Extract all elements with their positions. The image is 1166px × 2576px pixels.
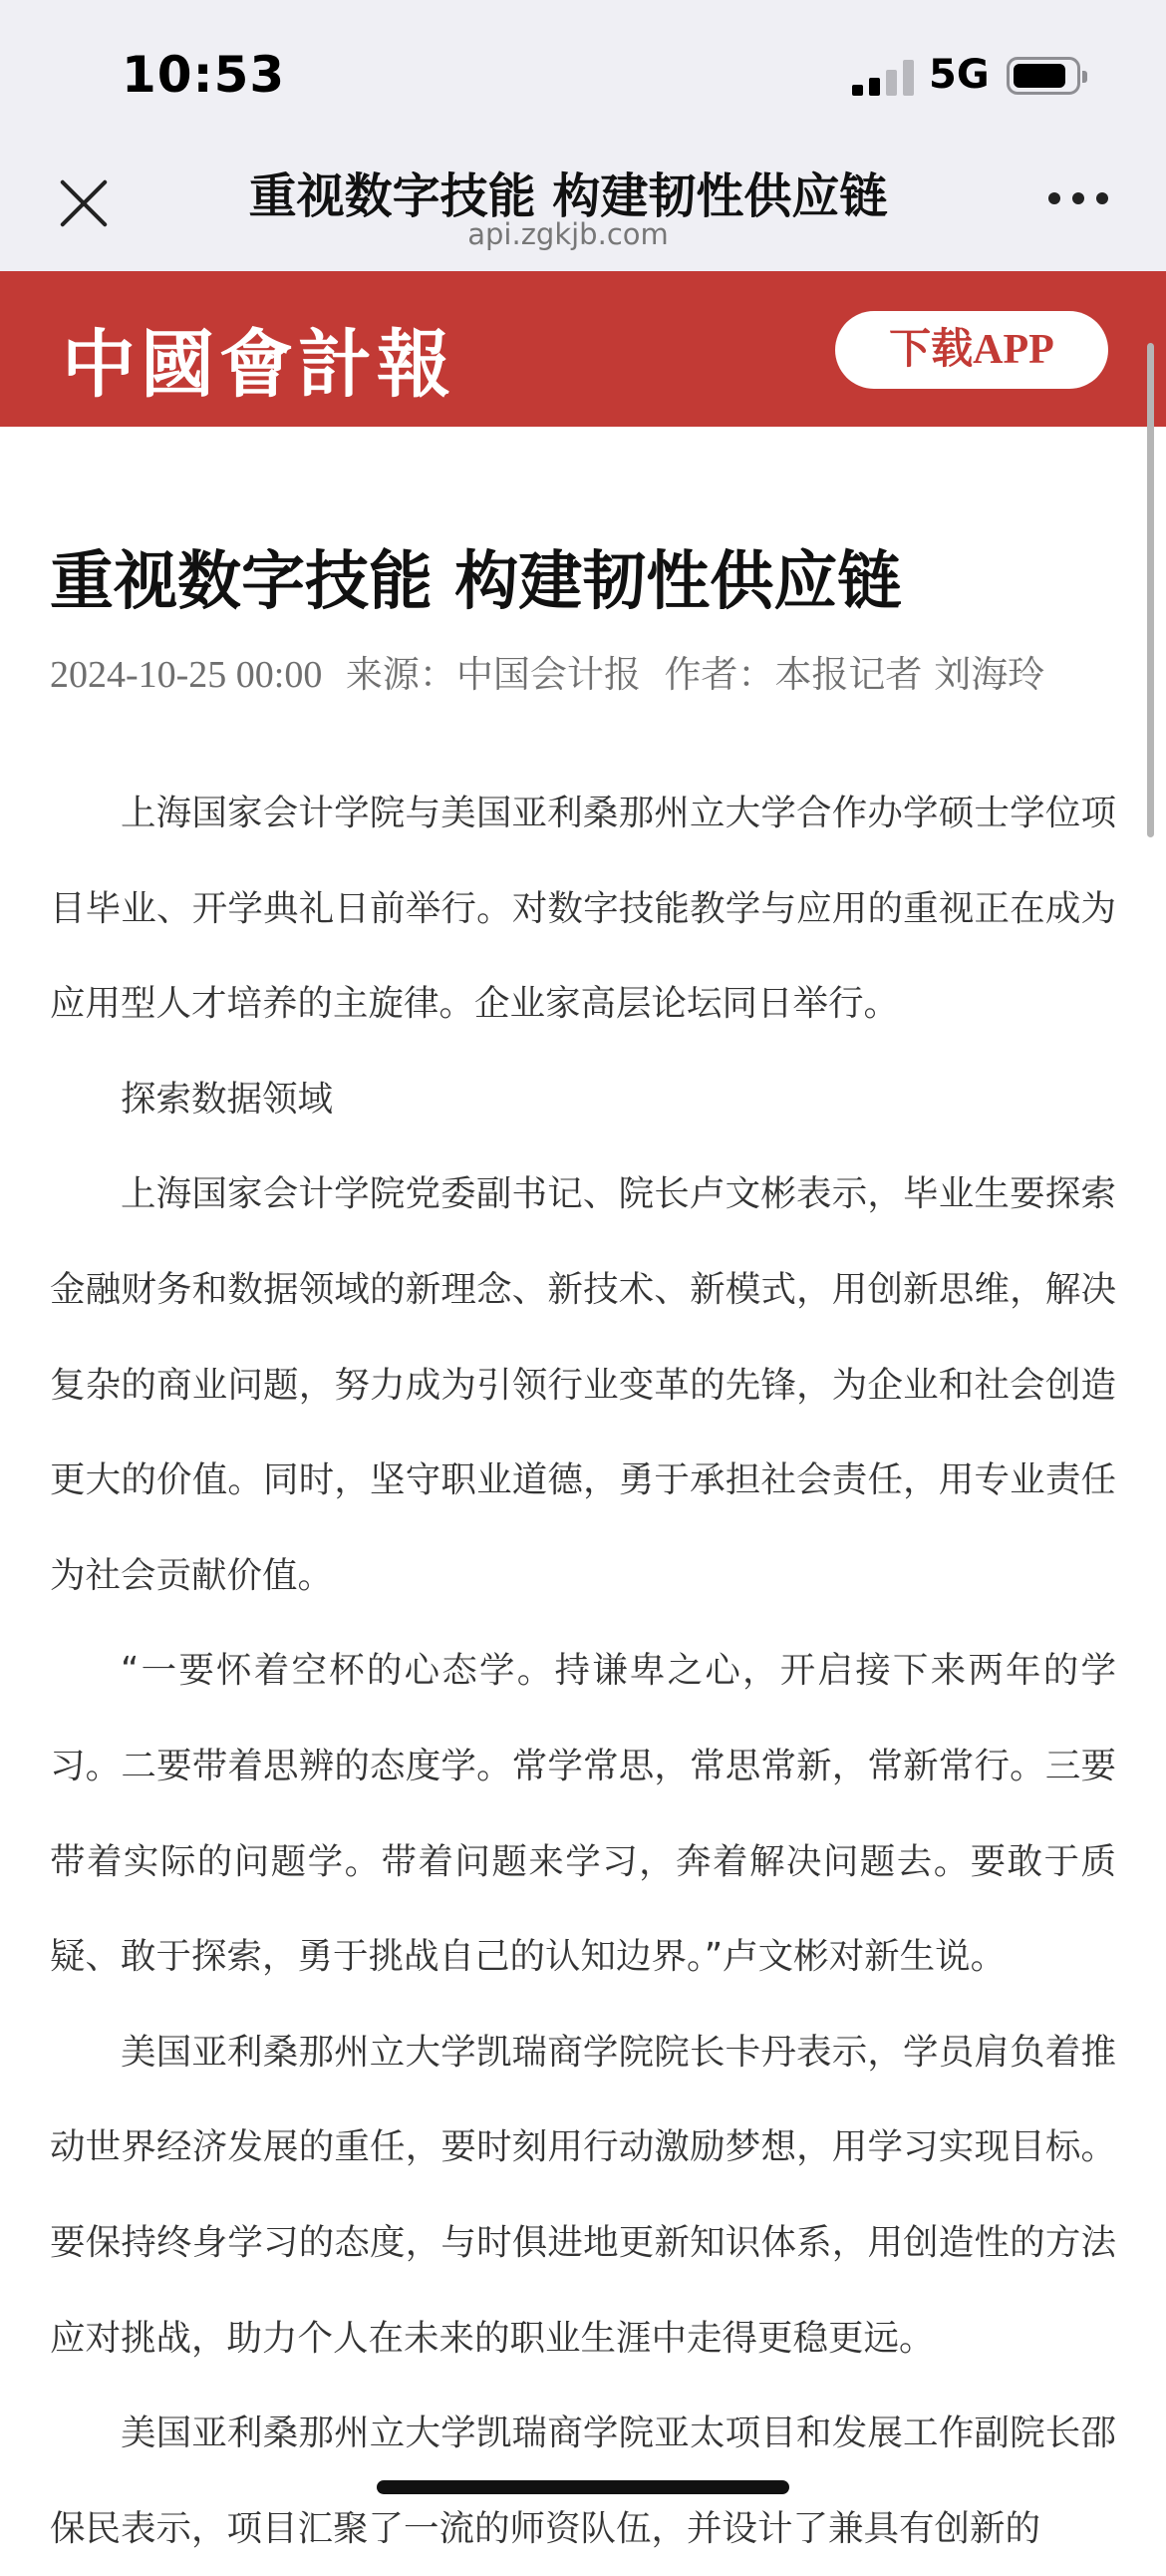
scrollbar[interactable] (1147, 343, 1154, 837)
network-type: 5G (929, 52, 990, 98)
download-app-button[interactable]: 下载APP (835, 311, 1108, 389)
article-source: 中国会计报 (455, 653, 641, 696)
author-label: 作者： (664, 653, 775, 696)
browser-page-title: 重视数字技能 构建韧性供应链 (248, 168, 888, 224)
signal-icon (852, 60, 914, 96)
paragraph: 美国亚利桑那州立大学凯瑞商学院亚太项目和发展工作副院长邵保民表示，项目汇聚了一流的师资队伍，并设计了兼具有创新的 (50, 2413, 1116, 2549)
paragraph: 上海国家会计学院与美国亚利桑那州立大学合作办学硕士学位项目毕业、开学典礼日前举行。对数字技能教学与应用的重视正在成为应用型人才培养的主旋律。企业家高层论坛同日举行。 (50, 793, 1116, 1025)
status-time: 10:53 (122, 46, 286, 104)
article-meta (50, 644, 1044, 698)
site-logo[interactable]: 中國會計報 (62, 322, 455, 408)
battery-icon (1007, 57, 1080, 95)
article-body (50, 766, 1116, 2576)
section-heading: 探索数据领域 (121, 1078, 334, 1120)
article-title: 重视数字技能 构建韧性供应链 (50, 545, 902, 619)
article-author: 本报记者 刘海玲 (774, 653, 1045, 696)
more-icon[interactable] (1048, 189, 1110, 205)
source-label: 来源： (345, 653, 456, 696)
paragraph: 美国亚利桑那州立大学凯瑞商学院院长卡丹表示，学员肩负着推动世界经济发展的重任，要时刻用行动激励梦想，用学习实现目标。要保持终身学习的态度，与时俱进地更新知识体系，用创造性的方法应对挑战，助力个人在未来的职业生涯中走得更稳更远。 (50, 2031, 1116, 2359)
close-icon[interactable] (56, 175, 112, 231)
paragraph: 上海国家会计学院党委副书记、院长卢文彬表示，毕业生要探索金融财务和数据领域的新理念、新技术、新模式，用创新思维，解决复杂的商业问题，努力成为引领行业变革的先锋，为企业和社会创造更大的价值。同时，坚守职业道德，勇于承担社会责任，用专业责任为社会贡献价值。 (50, 1173, 1116, 1596)
paragraph: “一要怀着空杯的心态学。持谦卑之心，开启接下来两年的学习。二要带着思辨的态度学。常学常思，常思常新，常新常行。三要带着实际的问题学。带着问题来学习，奔着解决问题去。要敢于质疑、敢于探索，勇于挑战自己的认知边界。”卢文彬对新生说。 (50, 1650, 1116, 1978)
home-indicator[interactable] (377, 2480, 789, 2494)
article-date: 2024-10-25 00:00 (50, 654, 323, 696)
browser-url: api.zgkjb.com (467, 217, 669, 251)
